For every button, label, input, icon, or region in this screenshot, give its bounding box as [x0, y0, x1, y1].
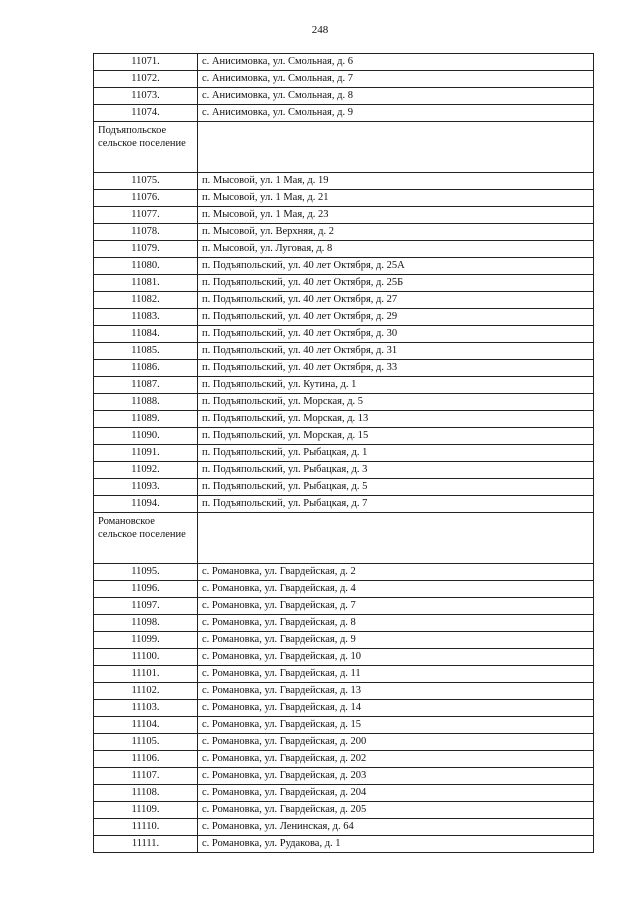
row-address: с. Романовка, ул. Гвардейская, д. 9 [198, 632, 594, 649]
row-address: п. Мысовой, ул. Луговая, д. 8 [198, 241, 594, 258]
table-row [94, 479, 594, 496]
row-number: 11077. [94, 207, 198, 224]
row-address: с. Романовка, ул. Гвардейская, д. 205 [198, 802, 594, 819]
table-row [94, 802, 594, 819]
table-row [94, 224, 594, 241]
table-row [94, 258, 594, 275]
row-number: 11097. [94, 598, 198, 615]
table-row [94, 360, 594, 377]
table-row [94, 241, 594, 258]
table-row [94, 751, 594, 768]
row-number: 11084. [94, 326, 198, 343]
row-address: п. Подъяпольский, ул. 40 лет Октября, д. 29 [198, 309, 594, 326]
section-empty-cell [198, 122, 594, 173]
row-address: п. Мысовой, ул. 1 Мая, д. 23 [198, 207, 594, 224]
row-number: 11098. [94, 615, 198, 632]
row-number: 11091. [94, 445, 198, 462]
table-row [94, 581, 594, 598]
row-address: п. Подъяпольский, ул. Рыбацкая, д. 5 [198, 479, 594, 496]
table-row [94, 292, 594, 309]
row-address: с. Анисимовка, ул. Смольная, д. 8 [198, 88, 594, 105]
row-address: п. Подъяпольский, ул. Морская, д. 15 [198, 428, 594, 445]
table-row [94, 54, 594, 71]
row-number: 11088. [94, 394, 198, 411]
table-row [94, 632, 594, 649]
row-number: 11086. [94, 360, 198, 377]
row-address: п. Подъяпольский, ул. 40 лет Октября, д. 25Б [198, 275, 594, 292]
table-row [94, 105, 594, 122]
row-address: с. Романовка, ул. Гвардейская, д. 10 [198, 649, 594, 666]
row-address: п. Подъяпольский, ул. 40 лет Октября, д. 27 [198, 292, 594, 309]
row-number: 11074. [94, 105, 198, 122]
table-row [94, 768, 594, 785]
table-row [94, 411, 594, 428]
row-number: 11075. [94, 173, 198, 190]
row-address: с. Романовка, ул. Гвардейская, д. 15 [198, 717, 594, 734]
row-address: с. Романовка, ул. Гвардейская, д. 4 [198, 581, 594, 598]
row-address: п. Подъяпольский, ул. Рыбацкая, д. 7 [198, 496, 594, 513]
table-row [94, 700, 594, 717]
row-number: 11107. [94, 768, 198, 785]
row-number: 11094. [94, 496, 198, 513]
row-number: 11111. [94, 836, 198, 853]
row-number: 11110. [94, 819, 198, 836]
row-number: 11105. [94, 734, 198, 751]
table-row [94, 683, 594, 700]
row-address: п. Мысовой, ул. 1 Мая, д. 19 [198, 173, 594, 190]
row-number: 11106. [94, 751, 198, 768]
row-address: с. Романовка, ул. Гвардейская, д. 11 [198, 666, 594, 683]
row-address: с. Романовка, ул. Гвардейская, д. 202 [198, 751, 594, 768]
row-number: 11072. [94, 71, 198, 88]
row-number: 11085. [94, 343, 198, 360]
row-number: 11099. [94, 632, 198, 649]
row-address: п. Подъяпольский, ул. 40 лет Октября, д. 30 [198, 326, 594, 343]
table-row [94, 615, 594, 632]
row-number: 11100. [94, 649, 198, 666]
table-row [94, 819, 594, 836]
row-address: п. Подъяпольский, ул. Рыбацкая, д. 1 [198, 445, 594, 462]
section-empty-cell [198, 513, 594, 564]
table-row [94, 666, 594, 683]
row-number: 11089. [94, 411, 198, 428]
row-address: п. Подъяпольский, ул. 40 лет Октября, д. 33 [198, 360, 594, 377]
table-row [94, 343, 594, 360]
row-number: 11090. [94, 428, 198, 445]
row-number: 11073. [94, 88, 198, 105]
row-number: 11071. [94, 54, 198, 71]
row-address: п. Подъяпольский, ул. 40 лет Октября, д. 25А [198, 258, 594, 275]
table-row [94, 275, 594, 292]
table-row [94, 326, 594, 343]
row-number: 11078. [94, 224, 198, 241]
row-number: 11083. [94, 309, 198, 326]
row-address: с. Романовка, ул. Гвардейская, д. 2 [198, 564, 594, 581]
row-address: п. Подъяпольский, ул. Кутина, д. 1 [198, 377, 594, 394]
row-address: с. Романовка, ул. Гвардейская, д. 203 [198, 768, 594, 785]
table-row [94, 190, 594, 207]
row-address: п. Подъяпольский, ул. Морская, д. 5 [198, 394, 594, 411]
row-number: 11093. [94, 479, 198, 496]
table-row [94, 836, 594, 853]
section-row [94, 122, 594, 173]
table-row [94, 309, 594, 326]
table-row [94, 598, 594, 615]
table-row [94, 88, 594, 105]
row-address: п. Подъяпольский, ул. Рыбацкая, д. 3 [198, 462, 594, 479]
row-number: 11082. [94, 292, 198, 309]
table-row [94, 717, 594, 734]
row-number: 11076. [94, 190, 198, 207]
table-row [94, 445, 594, 462]
row-number: 11087. [94, 377, 198, 394]
row-number: 11101. [94, 666, 198, 683]
table-row [94, 564, 594, 581]
page-number: 248 [311, 24, 329, 36]
row-number: 11102. [94, 683, 198, 700]
table-row [94, 462, 594, 479]
row-address: с. Романовка, ул. Рудакова, д. 1 [198, 836, 594, 853]
row-address: с. Анисимовка, ул. Смольная, д. 9 [198, 105, 594, 122]
row-address: с. Романовка, ул. Ленинская, д. 64 [198, 819, 594, 836]
address-table [93, 53, 594, 853]
row-number: 11095. [94, 564, 198, 581]
table-row [94, 173, 594, 190]
row-number: 11081. [94, 275, 198, 292]
row-address: с. Романовка, ул. Гвардейская, д. 13 [198, 683, 594, 700]
row-number: 11103. [94, 700, 198, 717]
row-number: 11104. [94, 717, 198, 734]
row-address: п. Мысовой, ул. Верхняя, д. 2 [198, 224, 594, 241]
row-number: 11079. [94, 241, 198, 258]
row-address: с. Романовка, ул. Гвардейская, д. 7 [198, 598, 594, 615]
table-row [94, 649, 594, 666]
row-address: с. Романовка, ул. Гвардейская, д. 14 [198, 700, 594, 717]
row-address: п. Подъяпольский, ул. 40 лет Октября, д. 31 [198, 343, 594, 360]
row-number: 11096. [94, 581, 198, 598]
table-row [94, 428, 594, 445]
table-row [94, 71, 594, 88]
table-row [94, 394, 594, 411]
row-address: с. Анисимовка, ул. Смольная, д. 6 [198, 54, 594, 71]
table-row [94, 734, 594, 751]
table-row [94, 785, 594, 802]
row-number: 11080. [94, 258, 198, 275]
table-row [94, 207, 594, 224]
table-row [94, 377, 594, 394]
row-address: с. Романовка, ул. Гвардейская, д. 8 [198, 615, 594, 632]
row-number: 11092. [94, 462, 198, 479]
row-address: с. Романовка, ул. Гвардейская, д. 200 [198, 734, 594, 751]
row-address: с. Анисимовка, ул. Смольная, д. 7 [198, 71, 594, 88]
section-title: Романовское сельское поселение [94, 513, 198, 564]
row-number: 11108. [94, 785, 198, 802]
section-title: Подъяпольское сельское поселение [94, 122, 198, 173]
row-number: 11109. [94, 802, 198, 819]
row-address: с. Романовка, ул. Гвардейская, д. 204 [198, 785, 594, 802]
row-address: п. Мысовой, ул. 1 Мая, д. 21 [198, 190, 594, 207]
table-body [94, 54, 594, 853]
section-row [94, 513, 594, 564]
row-address: п. Подъяпольский, ул. Морская, д. 13 [198, 411, 594, 428]
table-row [94, 496, 594, 513]
